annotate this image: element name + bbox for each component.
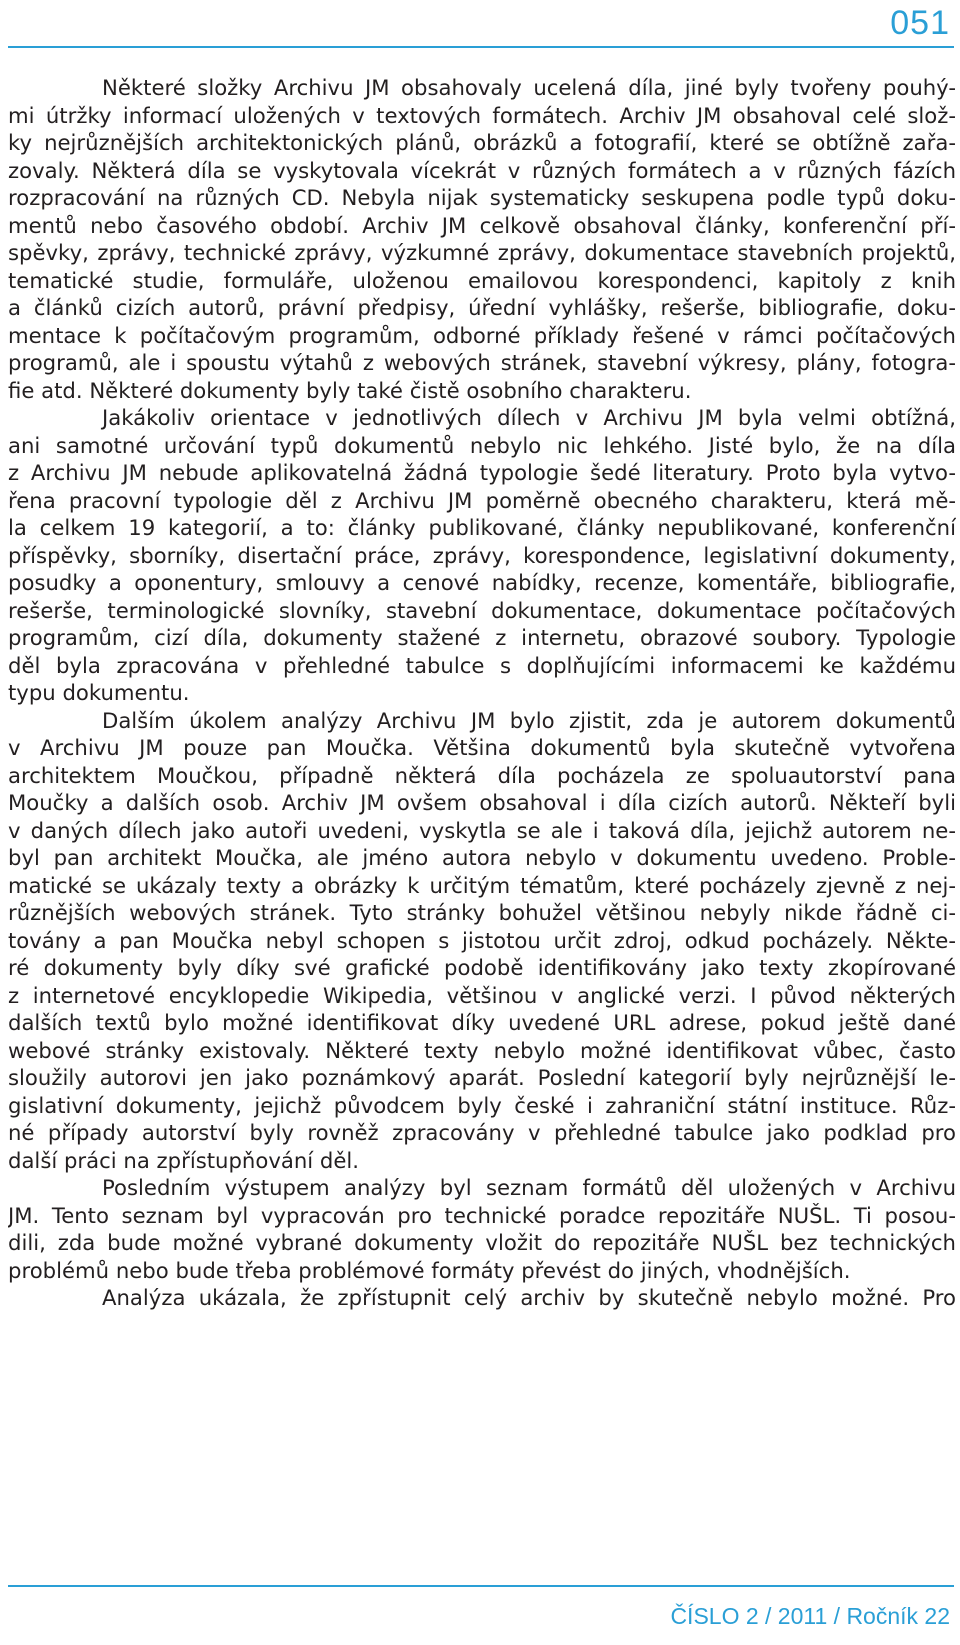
text-line: problémů nebo bude třeba problémové formáty převést do jiných, vhodnějších.	[8, 1257, 851, 1283]
text-line: továny a pan Moučka nebyl schopen s jistotou určit zdroj, odkud pocházely. Někte-	[8, 927, 956, 953]
text-line: z Archivu JM nebude aplikovatelná žádná typologie šedé literatury. Proto byla vytvo-	[8, 460, 956, 485]
text-line: tematické studie, formuláře, uloženou emailovou korespondenci, kapitoly z knih	[8, 267, 956, 293]
text-line: spěvky, zprávy, technické zprávy, výzkumné zprávy, dokumentace stavebních projektů,	[8, 240, 956, 265]
text-line: la celkem 19 kategorií, a to: články publikované, články nepublikované, konferenční	[8, 515, 956, 540]
text-line: Posledním výstupem analýzy byl seznam formátů děl uložených v Archivu	[102, 1175, 956, 1200]
text-line: v Archivu JM pouze pan Moučka. Většina dokumentů byla skutečně vytvořena	[8, 735, 956, 760]
text-line: ani samotné určování typů dokumentů nebylo nic lehkého. Jisté bylo, že na díla	[8, 432, 956, 458]
text-line: dalších textů bylo možné identifikovat díky uvedené URL adrese, pokud ještě dané	[8, 1010, 956, 1035]
text-line: posudky a oponentury, smlouvy a cenové nabídky, recenze, komentáře, bibliografie,	[8, 570, 956, 595]
issue-footer: ČÍSLO 2 / 2011 / Ročník 22	[670, 1603, 950, 1629]
text-line: rešerše, terminologické slovníky, stavební dokumentace, dokumentace počítačových	[8, 597, 956, 623]
text-line: matické se ukázaly texty a obrázky k určitým tématům, které pocházely zjevně z nej-	[8, 872, 956, 898]
text-line: né případy autorství byly rovněž zpracovány v přehledné tabulce jako podklad pro	[8, 1120, 956, 1145]
text-line: další práci na zpřístupňování děl.	[8, 1147, 360, 1173]
text-line: děl byla zpracována v přehledné tabulce s doplňujícími informacemi ke každému	[8, 652, 956, 678]
text-line: programům, cizí díla, dokumenty stažené z internetu, obrazové soubory. Typologie	[8, 625, 956, 650]
text-line: z internetové encyklopedie Wikipedia, většinou v anglické verzi. I původ některých	[8, 982, 956, 1008]
text-line: ré dokumenty byly díky své grafické podobě identifikovány jako texty zkopírované	[8, 955, 956, 980]
text-line: fie atd. Některé dokumenty byly také čistě osobního charakteru.	[8, 377, 692, 403]
text-line: typu dokumentu.	[8, 680, 190, 705]
text-line: architektem Moučkou, případně některá díla pocházela ze spoluautorství pana	[8, 762, 956, 788]
text-line: webové stránky existovaly. Některé texty nebylo možné identifikovat vůbec, často	[8, 1037, 956, 1063]
text-line: gislativní dokumenty, jejichž původcem byly české i zahraniční státní instituce. Růz-	[8, 1092, 956, 1118]
text-line: zovaly. Některá díla se vyskytovala vícekrát v různých formátech a v různých fázích	[8, 157, 956, 183]
text-line: Jakákoliv orientace v jednotlivých dílech v Archivu JM byla velmi obtížná,	[102, 405, 956, 430]
text-line: programů, ale i spoustu výtahů z webových stránek, stavební výkresy, plány, fotogra-	[8, 350, 956, 375]
text-line: Některé složky Archivu JM obsahovaly ucelená díla, jiné byly tvořeny pouhý-	[102, 75, 956, 100]
text-line: různějších webových stránek. Tyto stránky bohužel většinou nebyly nikde řádně ci-	[8, 900, 956, 925]
footer-rule	[8, 1585, 954, 1587]
page-number: 051	[890, 4, 950, 42]
text-line: mi útržky informací uložených v textových formátech. Archiv JM obsahoval celé slož-	[8, 102, 956, 128]
text-line: JM. Tento seznam byl vypracován pro technické poradce repozitáře NUŠL. Ti posou-	[8, 1202, 956, 1228]
text-line: mentů nebo časového období. Archiv JM celkově obsahoval články, konferenční pří-	[8, 212, 956, 238]
text-line: Dalším úkolem analýzy Archivu JM bylo zjistit, zda je autorem dokumentů	[102, 707, 956, 733]
header-rule	[8, 46, 954, 48]
article-body	[8, 74, 956, 1312]
text-line: dili, zda bude možné vybrané dokumenty vložit do repozitáře NUŠL bez technických	[8, 1230, 956, 1255]
text-line: řena pracovní typologie děl z Archivu JM poměrně obecného charakteru, která mě-	[8, 487, 956, 513]
text-line: a článků cizích autorů, právní předpisy, úřední vyhlášky, rešerše, bibliografie, doku-	[8, 295, 956, 320]
text-line: sloužily autorovi jen jako poznámkový aparát. Poslední kategorií byly nejrůznější le-	[8, 1065, 956, 1090]
text-line: mentace k počítačovým programům, odborné příklady řešené v rámci počítačových	[8, 322, 956, 348]
text-line: Moučky a dalších osob. Archiv JM ovšem obsahoval i díla cizích autorů. Někteří byli	[8, 790, 956, 815]
text-line: v daných dílech jako autoři uvedeni, vyskytla se ale i taková díla, jejichž autorem ne-	[8, 817, 956, 843]
text-line: byl pan architekt Moučka, ale jméno autora nebylo v dokumentu uvedeno. Proble-	[8, 845, 956, 870]
text-line: ky nejrůznějších architektonických plánů, obrázků a fotografií, které se obtížně zařa-	[8, 130, 956, 155]
text-line: Analýza ukázala, že zpřístupnit celý archiv by skutečně nebylo možné. Pro	[102, 1285, 956, 1310]
text-line: příspěvky, sborníky, disertační práce, zprávy, korespondence, legislativní dokumenty,	[8, 542, 956, 568]
text-line: rozpracování na různých CD. Nebyla nijak systematicky seskupena podle typů doku-	[8, 185, 956, 210]
